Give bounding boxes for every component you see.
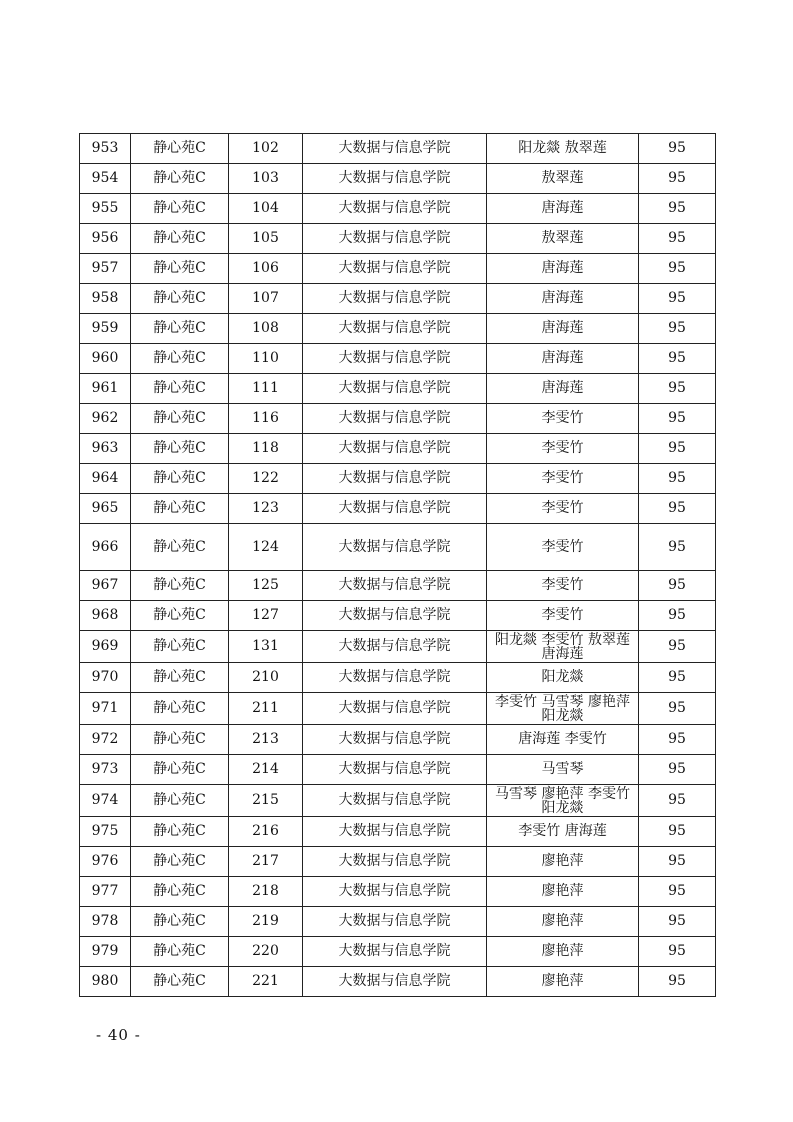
room-number-cell: 123	[229, 494, 303, 524]
table-row	[80, 314, 716, 344]
room-number-cell: 104	[229, 194, 303, 224]
table-row	[80, 817, 716, 847]
score-cell: 95	[639, 434, 716, 464]
page-number: - 40 -	[96, 1026, 141, 1044]
score-cell: 95	[639, 631, 716, 663]
room-number-cell: 108	[229, 314, 303, 344]
college-cell: 大数据与信息学院	[303, 404, 487, 434]
college-cell: 大数据与信息学院	[303, 907, 487, 937]
dorm-building-cell: 静心苑C	[131, 755, 229, 785]
table-row	[80, 967, 716, 997]
college-cell: 大数据与信息学院	[303, 571, 487, 601]
table-row	[80, 194, 716, 224]
row-number-cell: 980	[80, 967, 131, 997]
row-number-cell: 965	[80, 494, 131, 524]
score-cell: 95	[639, 344, 716, 374]
dorm-building-cell: 静心苑C	[131, 524, 229, 571]
row-number-cell: 968	[80, 601, 131, 631]
score-cell: 95	[639, 693, 716, 725]
room-number-cell: 107	[229, 284, 303, 314]
table-row	[80, 785, 716, 817]
table-row	[80, 464, 716, 494]
room-number-cell: 218	[229, 877, 303, 907]
table-row	[80, 755, 716, 785]
dorm-building-cell: 静心苑C	[131, 164, 229, 194]
room-number-cell: 211	[229, 693, 303, 725]
college-cell: 大数据与信息学院	[303, 755, 487, 785]
room-number-cell: 215	[229, 785, 303, 817]
table-body	[80, 134, 716, 997]
row-number-cell: 975	[80, 817, 131, 847]
college-cell: 大数据与信息学院	[303, 464, 487, 494]
teachers-cell: 唐海莲	[487, 374, 639, 404]
dorm-building-cell: 静心苑C	[131, 374, 229, 404]
teachers-cell: 敖翠莲	[487, 224, 639, 254]
college-cell: 大数据与信息学院	[303, 494, 487, 524]
teachers-cell: 阳龙燚 敖翠莲	[487, 134, 639, 164]
row-number-cell: 961	[80, 374, 131, 404]
teachers-cell: 李雯竹	[487, 404, 639, 434]
row-number-cell: 966	[80, 524, 131, 571]
table-row	[80, 284, 716, 314]
college-cell: 大数据与信息学院	[303, 967, 487, 997]
teachers-cell: 廖艳萍	[487, 907, 639, 937]
table-row	[80, 134, 716, 164]
row-number-cell: 973	[80, 755, 131, 785]
row-number-cell: 964	[80, 464, 131, 494]
dorm-building-cell: 静心苑C	[131, 314, 229, 344]
dorm-building-cell: 静心苑C	[131, 967, 229, 997]
table-row	[80, 164, 716, 194]
row-number-cell: 967	[80, 571, 131, 601]
table-row	[80, 571, 716, 601]
college-cell: 大数据与信息学院	[303, 847, 487, 877]
college-cell: 大数据与信息学院	[303, 374, 487, 404]
table-row	[80, 631, 716, 663]
dorm-building-cell: 静心苑C	[131, 663, 229, 693]
dorm-building-cell: 静心苑C	[131, 785, 229, 817]
room-number-cell: 105	[229, 224, 303, 254]
table-row	[80, 907, 716, 937]
dorm-building-cell: 静心苑C	[131, 907, 229, 937]
room-number-cell: 103	[229, 164, 303, 194]
dorm-building-cell: 静心苑C	[131, 877, 229, 907]
teachers-cell: 唐海莲	[487, 254, 639, 284]
table-row	[80, 524, 716, 571]
college-cell: 大数据与信息学院	[303, 524, 487, 571]
teachers-cell: 阳龙燚 李雯竹 敖翠莲 唐海莲	[487, 631, 639, 663]
table-row	[80, 404, 716, 434]
college-cell: 大数据与信息学院	[303, 344, 487, 374]
college-cell: 大数据与信息学院	[303, 725, 487, 755]
score-cell: 95	[639, 907, 716, 937]
teachers-cell: 李雯竹	[487, 464, 639, 494]
score-cell: 95	[639, 194, 716, 224]
row-number-cell: 956	[80, 224, 131, 254]
room-number-cell: 219	[229, 907, 303, 937]
college-cell: 大数据与信息学院	[303, 877, 487, 907]
teachers-cell: 阳龙燚	[487, 663, 639, 693]
table-row	[80, 937, 716, 967]
score-cell: 95	[639, 314, 716, 344]
row-number-cell: 970	[80, 663, 131, 693]
room-number-cell: 216	[229, 817, 303, 847]
row-number-cell: 958	[80, 284, 131, 314]
college-cell: 大数据与信息学院	[303, 663, 487, 693]
college-cell: 大数据与信息学院	[303, 254, 487, 284]
table-row	[80, 601, 716, 631]
score-cell: 95	[639, 725, 716, 755]
room-number-cell: 116	[229, 404, 303, 434]
table-row	[80, 344, 716, 374]
teachers-cell: 廖艳萍	[487, 967, 639, 997]
score-cell: 95	[639, 601, 716, 631]
row-number-cell: 954	[80, 164, 131, 194]
score-cell: 95	[639, 134, 716, 164]
row-number-cell: 962	[80, 404, 131, 434]
teachers-cell: 李雯竹	[487, 571, 639, 601]
room-number-cell: 214	[229, 755, 303, 785]
row-number-cell: 969	[80, 631, 131, 663]
dorm-building-cell: 静心苑C	[131, 134, 229, 164]
score-cell: 95	[639, 374, 716, 404]
table-row	[80, 494, 716, 524]
table-row	[80, 725, 716, 755]
row-number-cell: 977	[80, 877, 131, 907]
score-cell: 95	[639, 464, 716, 494]
teachers-cell: 唐海莲	[487, 284, 639, 314]
teachers-cell: 敖翠莲	[487, 164, 639, 194]
score-cell: 95	[639, 494, 716, 524]
college-cell: 大数据与信息学院	[303, 601, 487, 631]
row-number-cell: 974	[80, 785, 131, 817]
score-cell: 95	[639, 254, 716, 284]
dorm-building-cell: 静心苑C	[131, 224, 229, 254]
teachers-cell: 李雯竹 马雪琴 廖艳萍 阳龙燚	[487, 693, 639, 725]
dorm-building-cell: 静心苑C	[131, 693, 229, 725]
dorm-building-cell: 静心苑C	[131, 494, 229, 524]
table-row	[80, 224, 716, 254]
teachers-cell: 李雯竹	[487, 434, 639, 464]
teachers-cell: 李雯竹	[487, 494, 639, 524]
teachers-cell: 唐海莲 李雯竹	[487, 725, 639, 755]
table-row	[80, 847, 716, 877]
score-cell: 95	[639, 937, 716, 967]
room-number-cell: 220	[229, 937, 303, 967]
dorm-building-cell: 静心苑C	[131, 937, 229, 967]
room-number-cell: 122	[229, 464, 303, 494]
room-number-cell: 131	[229, 631, 303, 663]
room-number-cell: 127	[229, 601, 303, 631]
teachers-cell: 李雯竹	[487, 524, 639, 571]
row-number-cell: 971	[80, 693, 131, 725]
college-cell: 大数据与信息学院	[303, 631, 487, 663]
dorm-building-cell: 静心苑C	[131, 284, 229, 314]
teachers-cell: 廖艳萍	[487, 877, 639, 907]
dorm-building-cell: 静心苑C	[131, 404, 229, 434]
room-number-cell: 213	[229, 725, 303, 755]
teachers-cell: 唐海莲	[487, 314, 639, 344]
teachers-cell: 廖艳萍	[487, 847, 639, 877]
teachers-cell: 唐海莲	[487, 194, 639, 224]
dorm-building-cell: 静心苑C	[131, 631, 229, 663]
college-cell: 大数据与信息学院	[303, 164, 487, 194]
score-cell: 95	[639, 877, 716, 907]
score-cell: 95	[639, 404, 716, 434]
room-number-cell: 102	[229, 134, 303, 164]
table-row	[80, 254, 716, 284]
dorm-building-cell: 静心苑C	[131, 601, 229, 631]
college-cell: 大数据与信息学院	[303, 224, 487, 254]
dorm-building-cell: 静心苑C	[131, 194, 229, 224]
college-cell: 大数据与信息学院	[303, 937, 487, 967]
teachers-cell: 马雪琴	[487, 755, 639, 785]
score-cell: 95	[639, 524, 716, 571]
room-number-cell: 221	[229, 967, 303, 997]
score-cell: 95	[639, 785, 716, 817]
teachers-cell: 廖艳萍	[487, 937, 639, 967]
college-cell: 大数据与信息学院	[303, 134, 487, 164]
row-number-cell: 960	[80, 344, 131, 374]
table-row	[80, 374, 716, 404]
row-number-cell: 976	[80, 847, 131, 877]
row-number-cell: 957	[80, 254, 131, 284]
row-number-cell: 959	[80, 314, 131, 344]
inspection-table	[79, 133, 716, 997]
room-number-cell: 217	[229, 847, 303, 877]
row-number-cell: 979	[80, 937, 131, 967]
score-cell: 95	[639, 967, 716, 997]
room-number-cell: 110	[229, 344, 303, 374]
score-cell: 95	[639, 755, 716, 785]
table-row	[80, 434, 716, 464]
row-number-cell: 972	[80, 725, 131, 755]
score-cell: 95	[639, 224, 716, 254]
dorm-building-cell: 静心苑C	[131, 344, 229, 374]
row-number-cell: 955	[80, 194, 131, 224]
college-cell: 大数据与信息学院	[303, 785, 487, 817]
row-number-cell: 978	[80, 907, 131, 937]
college-cell: 大数据与信息学院	[303, 314, 487, 344]
score-cell: 95	[639, 847, 716, 877]
dorm-building-cell: 静心苑C	[131, 571, 229, 601]
college-cell: 大数据与信息学院	[303, 693, 487, 725]
dorm-building-cell: 静心苑C	[131, 725, 229, 755]
table-row	[80, 877, 716, 907]
score-cell: 95	[639, 571, 716, 601]
college-cell: 大数据与信息学院	[303, 817, 487, 847]
score-cell: 95	[639, 663, 716, 693]
row-number-cell: 953	[80, 134, 131, 164]
room-number-cell: 118	[229, 434, 303, 464]
room-number-cell: 124	[229, 524, 303, 571]
room-number-cell: 106	[229, 254, 303, 284]
room-number-cell: 125	[229, 571, 303, 601]
dorm-building-cell: 静心苑C	[131, 254, 229, 284]
table-row	[80, 693, 716, 725]
teachers-cell: 马雪琴 廖艳萍 李雯竹 阳龙燚	[487, 785, 639, 817]
table-row	[80, 663, 716, 693]
teachers-cell: 李雯竹 唐海莲	[487, 817, 639, 847]
score-cell: 95	[639, 284, 716, 314]
dorm-building-cell: 静心苑C	[131, 817, 229, 847]
row-number-cell: 963	[80, 434, 131, 464]
teachers-cell: 李雯竹	[487, 601, 639, 631]
dorm-building-cell: 静心苑C	[131, 464, 229, 494]
college-cell: 大数据与信息学院	[303, 284, 487, 314]
dorm-building-cell: 静心苑C	[131, 434, 229, 464]
room-number-cell: 111	[229, 374, 303, 404]
score-cell: 95	[639, 164, 716, 194]
score-cell: 95	[639, 817, 716, 847]
room-number-cell: 210	[229, 663, 303, 693]
teachers-cell: 唐海莲	[487, 344, 639, 374]
dorm-building-cell: 静心苑C	[131, 847, 229, 877]
college-cell: 大数据与信息学院	[303, 434, 487, 464]
college-cell: 大数据与信息学院	[303, 194, 487, 224]
